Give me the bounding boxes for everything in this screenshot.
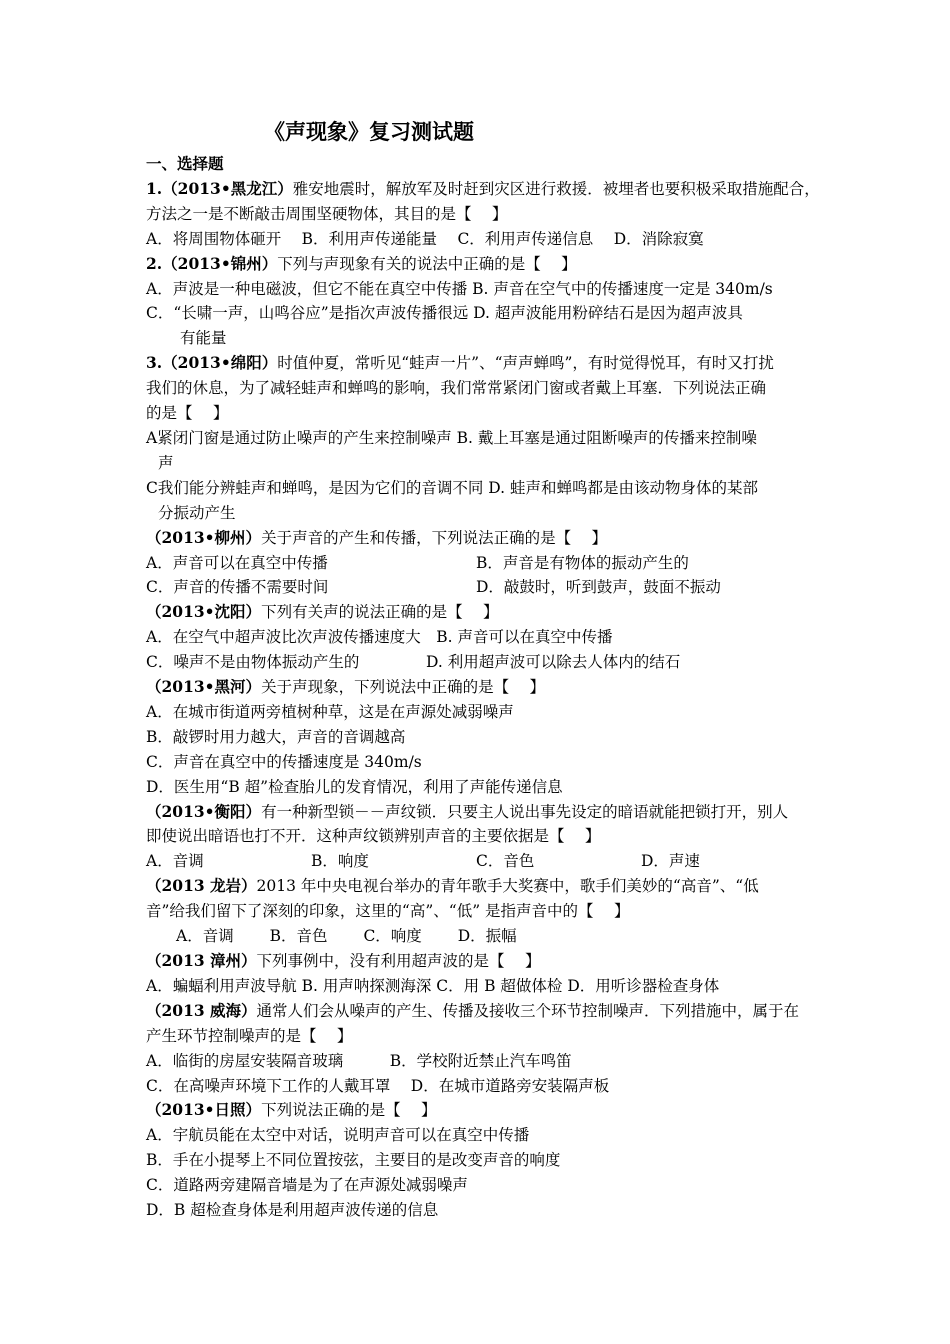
question-stem: 下列事例中，没有利用超声波的是【 】 — [256, 952, 541, 970]
question-stem: 时值仲夏，常听见“蛙声一片”、“声声蝉鸣”，有时觉得悦耳，有时又打扰 — [277, 354, 774, 373]
option-d-cont: 有能量 — [180, 329, 227, 348]
section-heading: 一、选择题 — [146, 154, 224, 173]
question-6 — [146, 675, 816, 800]
option-a: A．在城市街道两旁植树种草，这是在声源处减弱噪声 — [146, 702, 514, 721]
option-c: C．噪声不是由物体振动产生的 — [146, 653, 360, 672]
option-c-d: C我们能分辨蛙声和蝉鸣，是因为它们的音调不同 D. 蛙声和蝉鸣都是由该动物身体的某部 — [146, 478, 759, 497]
option-c-d: C．“长啸一声，山鸣谷应”是指次声波传播很远 D. 超声波能用粉碎结石是因为超声波具 — [146, 304, 743, 323]
question-stem: 雅安地震时，解放军及时赶到灾区进行救援．被埋者也要积极采取措施配合， — [292, 179, 820, 198]
question-source: （2013•沈阳） — [146, 602, 262, 622]
option-a-b: A．在空气中超声波比次声波传播速度大 B. 声音可以在真空中传播 — [146, 628, 613, 647]
option-d: D．医生用“B 超”检查胎儿的发育情况，利用了声能传递信息 — [146, 777, 563, 796]
option-c-d: C．在高噪声环境下工作的人戴耳罩 D．在城市道路旁安装隔声板 — [146, 1076, 610, 1095]
option-c: C．道路两旁建隔音墙是为了在声源处减弱噪声 — [146, 1176, 468, 1195]
option-d: D. 利用超声波可以除去人体内的结石 — [426, 653, 681, 672]
option-c: C．音色 — [476, 852, 535, 871]
question-stem-cont: 产生环节控制噪声的是【 】 — [146, 1026, 353, 1045]
page-title: 《声现象》复习测试题 — [264, 119, 474, 144]
question-source: （2013 漳州） — [146, 951, 257, 970]
question-stem: 下列有关声的说法正确的是【 】 — [261, 603, 499, 622]
option-d: D．声速 — [641, 852, 700, 871]
option-d: D．敲鼓时，听到鼓声，鼓面不振动 — [476, 578, 721, 597]
question-options: A．蝙蝠利用声波导航 B. 用声呐探测海深 C．用 B 超做体检 D．用听诊器检查身体 — [146, 976, 720, 995]
option-b: B．响度 — [311, 852, 369, 871]
question-options: A．将周围物体砸开 B．利用声传递能量 C．利用声传递信息 D．消除寂寞 — [146, 229, 704, 248]
question-stem: 通常人们会从噪声的产生、传播及接收三个环节控制噪声．下列措施中，属于在 — [256, 1001, 800, 1020]
question-stem-cont: 即使说出暗语也打不开．这种声纹锁辨别声音的主要依据是【 】 — [146, 827, 601, 846]
question-stem: 关于声音的产生和传播，下列说法正确的是【 】 — [261, 528, 607, 547]
question-7 — [146, 800, 816, 875]
question-2 — [146, 252, 816, 352]
question-source: （2013 龙岩） — [146, 876, 257, 896]
question-stem: 有一种新型锁－－声纹锁．只要主人说出事先设定的暗语就能把锁打开，别人 — [261, 802, 789, 821]
option-a-b: A．临街的房屋安装隔音玻璃 B．学校附近禁止汽车鸣笛 — [146, 1051, 572, 1070]
option-b: B．敲锣时用力越大，声音的音调越高 — [146, 727, 406, 746]
question-stem: 2013 年中央电视台举办的青年歌手大奖赛中，歌手们美妙的“高音”、“低 — [256, 877, 759, 896]
question-source: 3.（2013•绵阳） — [146, 353, 278, 373]
option-a-b: A紧闭门窗是通过防止噪声的产生来控制噪声 B. 戴上耳塞是通过阻断噪声的传播来控制噪 — [146, 428, 757, 447]
question-source: （2013•衡阳） — [146, 801, 262, 821]
question-source: （2013•日照） — [146, 1100, 262, 1120]
option-a: A．宇航员能在太空中对话，说明声音可以在真空中传播 — [146, 1126, 530, 1145]
option-a: A．音调 — [146, 852, 204, 871]
question-stem-cont: 音”给我们留下了深刻的印象，这里的“高”、“低” 是指声音中的【 】 — [146, 902, 630, 921]
question-stem-cont: 我们的休息，为了减轻蛙声和蝉鸣的影响，我们常常紧闭门窗或者戴上耳塞．下列说法正确 — [146, 379, 767, 398]
question-stem: 下列说法正确的是【 】 — [261, 1101, 437, 1120]
question-source: （2013•黑河） — [146, 677, 262, 697]
question-stem-cont: 的是【 】 — [146, 404, 229, 423]
question-source: 1.（2013•黑龙江） — [146, 178, 293, 198]
question-source: （2013•柳州） — [146, 527, 262, 547]
question-10 — [146, 999, 816, 1099]
option-a-b: A．声波是一种电磁波，但它不能在真空中传播 B. 声音在空气中的传播速度一定是 340m/s — [146, 279, 773, 298]
question-stem: 下列与声现象有关的说法中正确的是【 】 — [277, 254, 577, 273]
question-4 — [146, 526, 816, 601]
option-c: C．声音的传播不需要时间 — [146, 578, 329, 597]
option-b: B．声音是有物体的振动产生的 — [476, 553, 689, 572]
question-options: A．音调 B．音色 C．响度 D．振幅 — [176, 927, 517, 946]
question-stem-cont: 方法之一是不断敲击周围坚硬物体，其目的是【 】 — [146, 204, 508, 223]
question-stem: 关于声现象，下列说法中正确的是【 】 — [261, 678, 545, 697]
option-d-cont: 分振动产生 — [158, 503, 236, 522]
question-source: 2.（2013•锦州） — [146, 253, 278, 273]
question-11 — [146, 1098, 816, 1223]
option-d: D．B 超检查身体是利用超声波传递的信息 — [146, 1201, 439, 1220]
option-c: C．声音在真空中的传播速度是 340m/s — [146, 752, 422, 771]
question-8 — [146, 874, 816, 949]
question-3 — [146, 351, 816, 525]
option-a: A．声音可以在真空中传播 — [146, 553, 328, 572]
question-9 — [146, 949, 816, 999]
option-b: B．手在小提琴上不同位置按弦，主要目的是改变声音的响度 — [146, 1151, 561, 1170]
question-5 — [146, 600, 816, 675]
option-b-cont: 声 — [158, 453, 174, 472]
question-1 — [146, 177, 820, 252]
document-page — [146, 118, 820, 1223]
question-source: （2013 威海） — [146, 1000, 257, 1020]
